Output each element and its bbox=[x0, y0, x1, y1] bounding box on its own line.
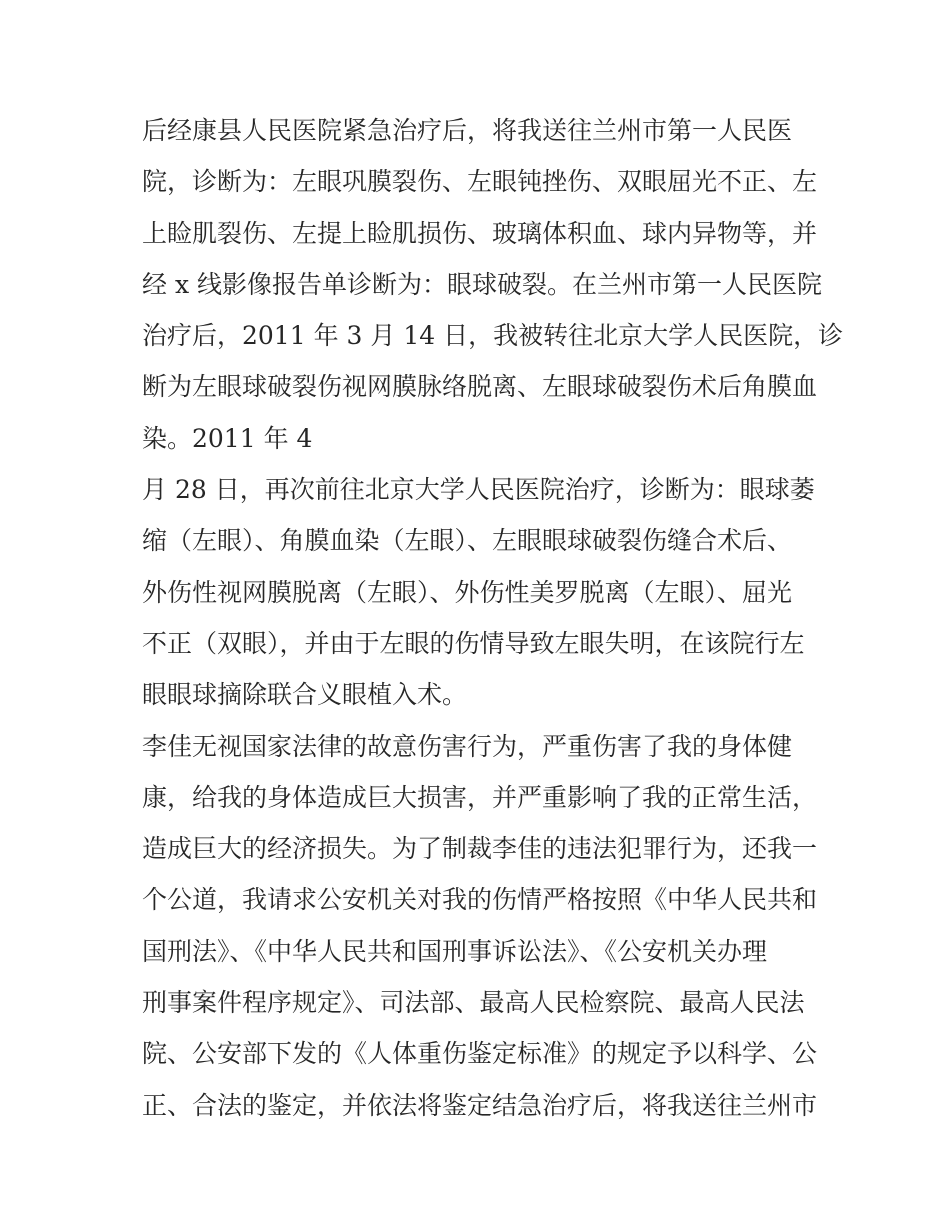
text-line: 外伤性视网膜脱离（左眼）、外伤性美罗脱离（左眼）、屈光 bbox=[142, 577, 793, 607]
text-line: 经 x 线影像报告单诊断为：眼球破裂。在兰州市第一人民医院 bbox=[142, 269, 822, 299]
text-line: 院、公安部下发的《人体重伤鉴定标准》的规定予以科学、公 bbox=[142, 1039, 818, 1069]
text-line: 上睑肌裂伤、左提上睑肌损伤、玻璃体积血、球内异物等，并 bbox=[142, 218, 818, 248]
text-line: 刑事案件程序规定》、司法部、最高人民检察院、最高人民法 bbox=[142, 988, 805, 1018]
text-line: 造成巨大的经济损失。为了制裁李佳的违法犯罪行为，还我一 bbox=[142, 834, 818, 864]
text-line: 康，给我的身体造成巨大损害，并严重影响了我的正常生活， bbox=[142, 782, 818, 812]
text-line: 院，诊断为：左眼巩膜裂伤、左眼钝挫伤、双眼屈光不正、左 bbox=[142, 167, 818, 197]
text-line: 染。2011 年 4 bbox=[142, 423, 313, 453]
text-line: 正、合法的鉴定，并依法将鉴定结急治疗后，将我送往兰州市 bbox=[142, 1090, 818, 1120]
text-line: 个公道，我请求公安机关对我的伤情严格按照《中华人民共和 bbox=[142, 885, 818, 915]
text-line: 国刑法》、《中华人民共和国刑事诉讼法》、《公安机关办理 bbox=[142, 936, 768, 966]
text-line: 李佳无视国家法律的故意伤害行为，严重伤害了我的身体健 bbox=[142, 731, 793, 761]
text-line: 缩（左眼）、角膜血染（左眼）、左眼眼球破裂伤缝合术后、 bbox=[142, 526, 793, 556]
document-body-text bbox=[142, 105, 844, 1131]
text-line: 断为左眼球破裂伤视网膜脉络脱离、左眼球破裂伤术后角膜血 bbox=[142, 372, 818, 402]
text-line: 不正（双眼），并由于左眼的伤情导致左眼失明，在该院行左 bbox=[142, 628, 805, 658]
text-line: 眼眼球摘除联合义眼植入术。 bbox=[142, 680, 468, 710]
text-line: 月 28 日，再次前往北京大学人民医院治疗，诊断为：眼球萎 bbox=[142, 475, 815, 505]
text-line: 治疗后，2011 年 3 月 14 日，我被转往北京大学人民医院，诊 bbox=[142, 321, 844, 351]
text-line: 后经康县人民医院紧急治疗后，将我送往兰州市第一人民医 bbox=[142, 116, 793, 145]
